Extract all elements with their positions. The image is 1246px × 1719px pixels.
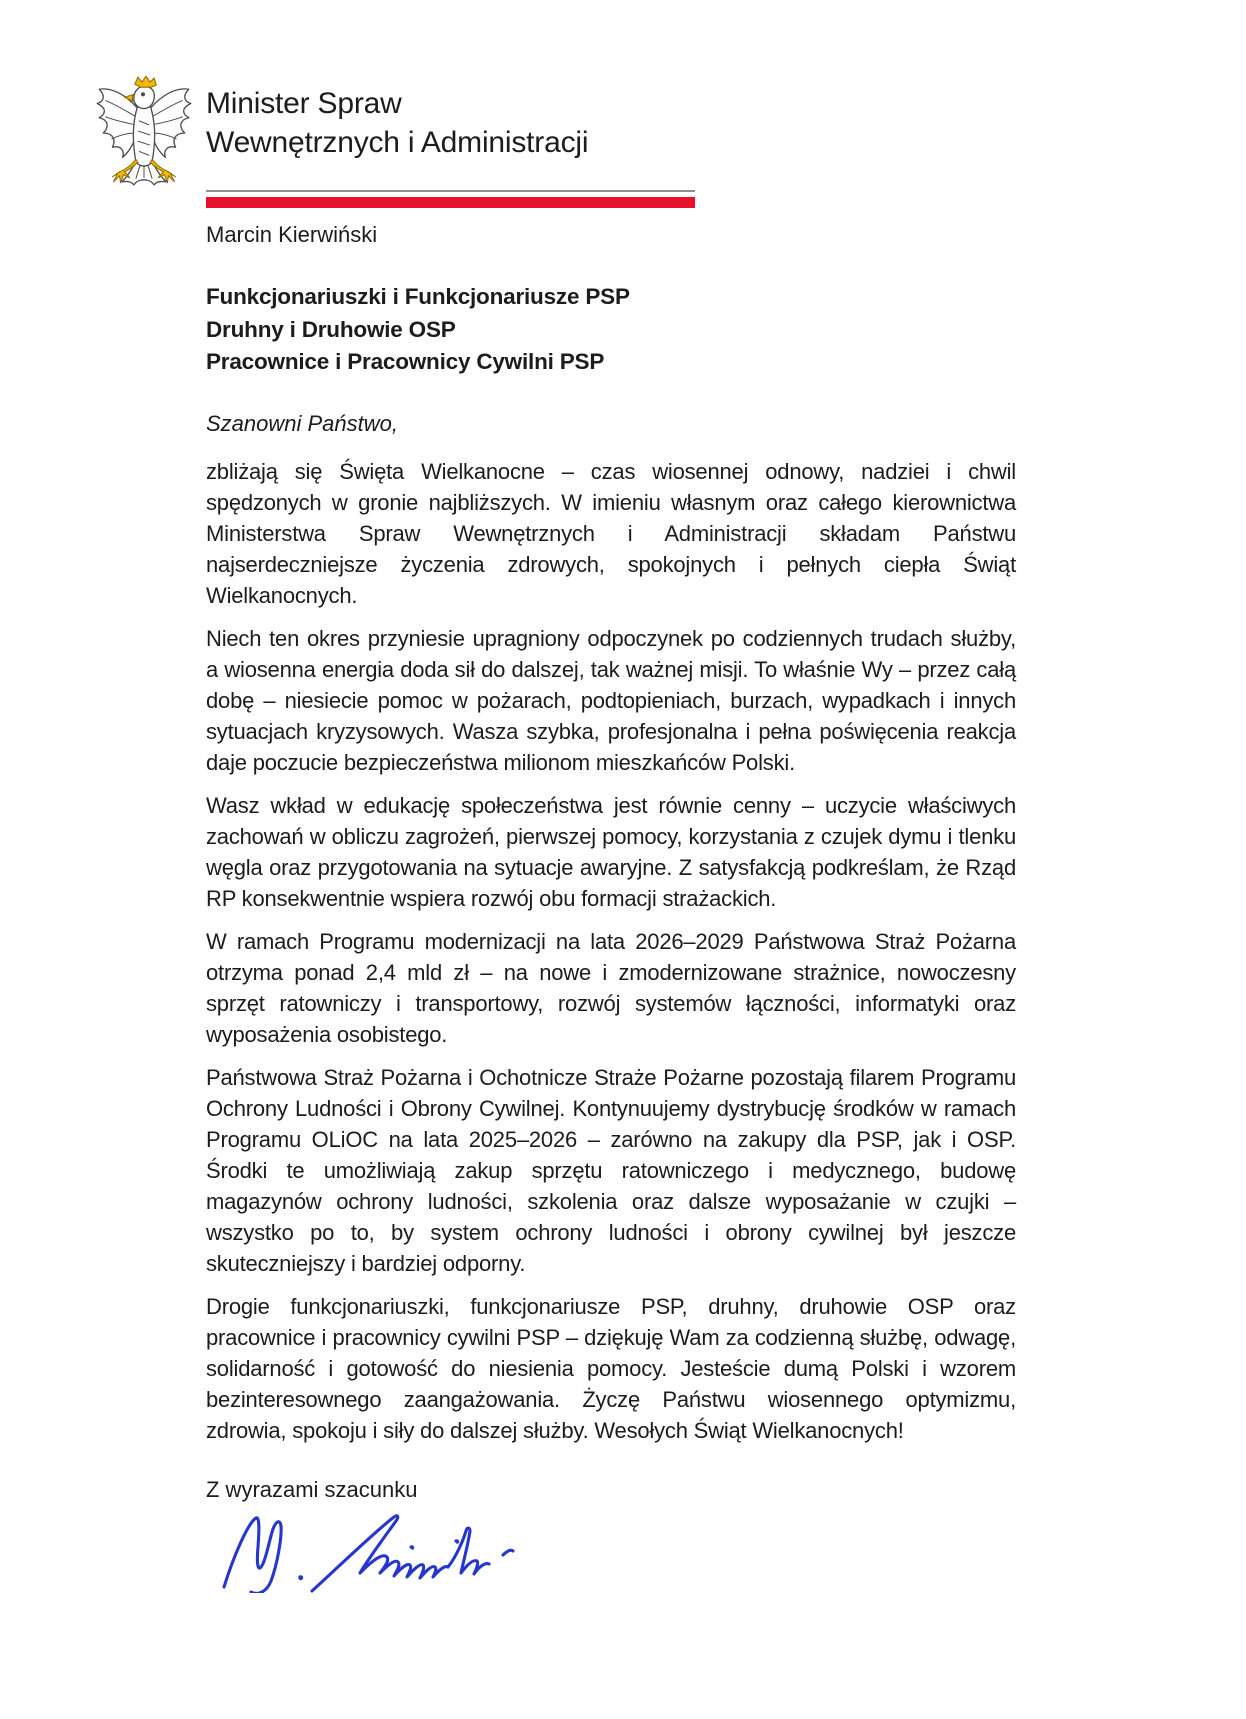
divider-red-bar [206,197,695,208]
paragraph: Państwowa Straż Pożarna i Ochotnicze Straże Pożarne pozostają filarem Programu Ochrony Ludności i Obrony Cywilnej. Kontynuujemy dystrybucję środków w ramach Programu OLiOC na lata 2025–2026 – zarówno na zakupy dla PSP, jak i OSP. Środki te umożliwiają zakup sprzętu ratowniczego i medycznego, budowę magazynów ochrony ludności, szkolenia oraz dalsze wyposażanie w czujki – wszystko po to, by system ochrony ludności i obrony cywilnej był jeszcze skuteczniejszy i bardziej odporny. [206,1064,1016,1276]
minister-name: Marcin Kierwiński [206,222,378,247]
paragraph: Wasz wkład w edukację społeczeństwa jest równie cenny – uczycie właściwych zachowań w obliczu zagrożeń, pierwszej pomocy, korzystania z czujek dymu i tlenku węgla oraz przygotowania na sytuacje awaryjne. Z satysfakcją podkreślam, że Rząd RP konsekwentnie wspiera rozwój obu formacji strażackich. [206,792,1016,911]
paragraph: Drogie funkcjonariuszki, funkcjonariusze PSP, druhny, druhowie OSP oraz pracownice i pracownicy cywilni PSP – dziękuję Wam za codzienną służbę, odwagę, solidarność i gotowość do niesienia pomocy. Jesteście dumą Polski i wzorem bezinteresownego zaangażowania. Życzę Państwu wiosennego optymizmu, zdrowia, spokoju i siły do dalszej służby. Wesołych Świąt Wielkanocnych! [206,1293,1016,1443]
ministry-title-line2: Wewnętrznych i Administracji [206,126,589,159]
handwritten-signature [220,1507,550,1593]
closing-line: Z wyrazami szacunku [206,1476,418,1502]
letter-body [206,456,1016,1446]
addressee-line: Pracownice i Pracownicy Cywilni PSP [206,349,605,374]
salutation: Szanowni Państwo, [206,410,398,436]
paragraph: Niech ten okres przyniesie upragniony odpoczynek po codziennych trudach służby, a wiosenna energia doda sił do dalszej, tak ważnej misji. To właśnie Wy – przez całą dobę – niesiecie pomoc w pożarach, podtopieniach, burzach, wypadkach i innych sytuacjach kryzysowych. Wasza szybka, profesjonalna i pełna poświęcenia reakcja daje poczucie bezpieczeństwa milionom mieszkańców Polski. [206,625,1016,775]
paragraph: W ramach Programu modernizacji na lata 2026–2029 Państwowa Straż Pożarna otrzyma ponad 2,4 mld zł – na nowe i zmodernizowane strażnice, nowoczesny sprzęt ratowniczy i transportowy, rozwój systemów łączności, informatyki oraz wyposażenia osobistego. [206,928,1016,1047]
paragraph: zbliżają się Święta Wielkanocne – czas wiosennej odnowy, nadziei i chwil spędzonych w gronie najbliższych. W imieniu własnym oraz całego kierownictwa Ministerstwa Spraw Wewnętrznych i Administracji składam Państwu najserdeczniejsze życzenia zdrowych, spokojnych i pełnych ciepła Świąt Wielkanocnych. [206,458,1016,608]
ministry-title [206,84,588,162]
addressee-line: Druhny i Druhowie OSP [206,316,456,342]
addressee-line: Funkcjonariuszki i Funkcjonariusze PSP [206,284,630,309]
divider-gray-line [206,190,695,192]
ministry-title-line1: Minister Spraw [206,87,402,120]
letter-content [206,281,1016,1593]
polish-eagle-icon [93,76,195,192]
addressee-block [206,281,1016,379]
